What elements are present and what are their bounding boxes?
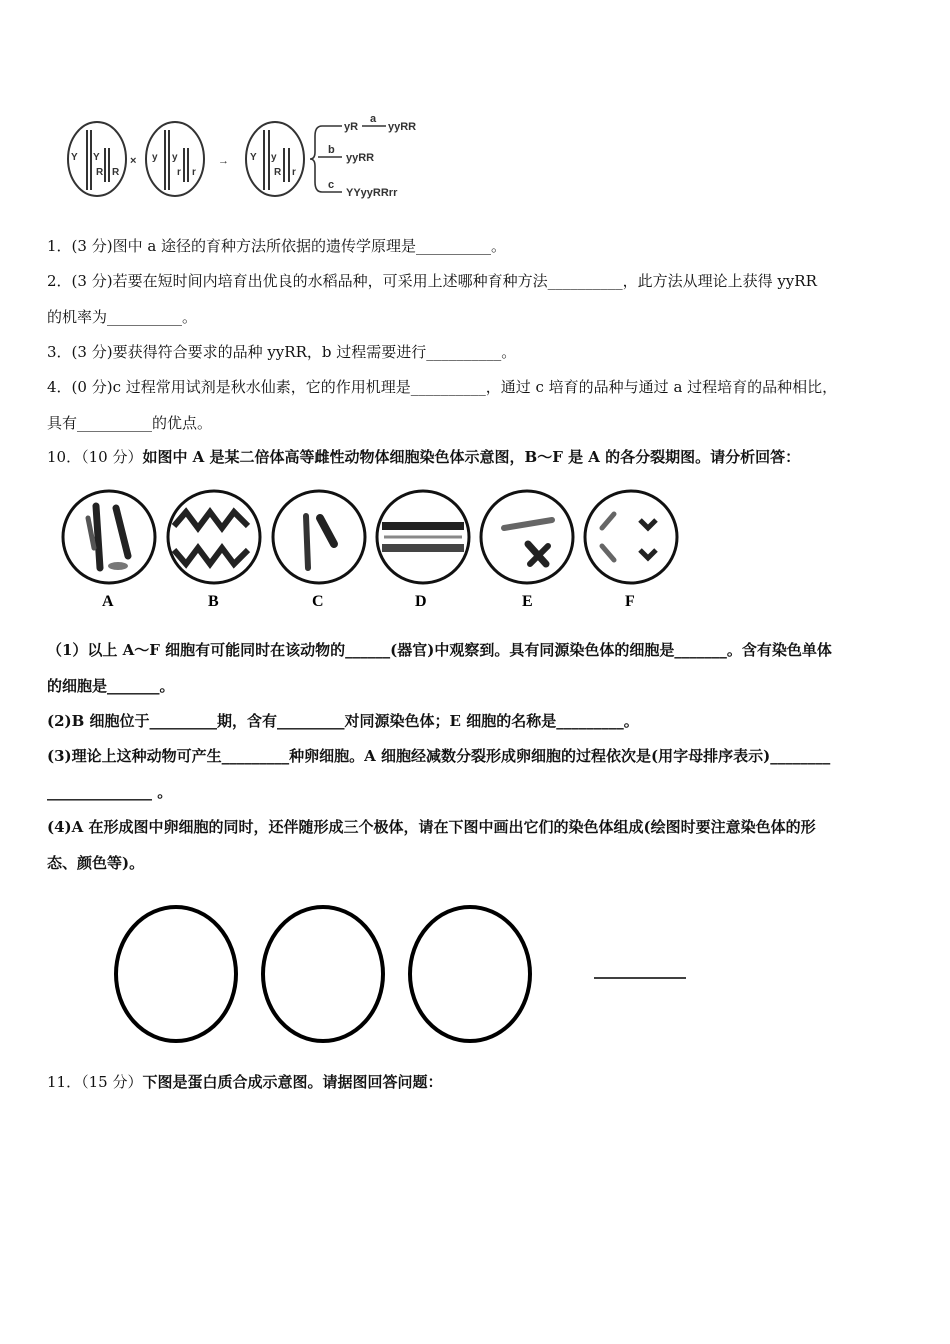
q10-stem: 10．（10 分）如图中 A 是某二倍体高等雌性动物体细胞染色体示意图，B～F 是 A 的各分裂期图。请分析回答：: [47, 448, 801, 466]
svg-text:YYyyRRrr: YYyyRRrr: [346, 187, 398, 199]
drawing-circle-2[interactable]: [263, 907, 383, 1041]
cell-a: [63, 491, 155, 583]
svg-text:y: y: [271, 152, 277, 163]
svg-text:yyRR: yyRR: [346, 152, 375, 164]
svg-text:R: R: [96, 167, 104, 178]
q10-part-3-cont: ______________ 。: [47, 783, 173, 801]
q10-part-4: (4)A 在形成图中卵细胞的同时，还伴随形成三个极体，请在下图中画出它们的染色体组成(绘图时要注意染色体的形: [47, 818, 816, 836]
q9-item-2-cont: 的机率为__________。: [47, 308, 198, 326]
svg-text:c: c: [328, 179, 335, 191]
svg-text:Y: Y: [71, 152, 78, 163]
q10-part-1-cont: 的细胞是_______。: [47, 677, 175, 695]
svg-text:F: F: [625, 593, 635, 610]
drawing-circle-1[interactable]: [116, 907, 236, 1041]
svg-text:R: R: [112, 167, 120, 178]
svg-text:×: ×: [130, 155, 137, 167]
cell-e: [481, 491, 573, 583]
svg-text:y: y: [172, 152, 178, 163]
q9-item-3: 3．(3 分)要获得符合要求的品种 yyRR，b 过程需要进行__________。: [47, 343, 517, 361]
q11-stem: 11．（15 分）下图是蛋白质合成示意图。请据图回答问题：: [47, 1073, 443, 1091]
svg-text:r: r: [192, 167, 196, 178]
svg-text:B: B: [208, 593, 219, 610]
svg-text:D: D: [415, 593, 427, 610]
svg-text:b: b: [328, 144, 335, 156]
svg-text:→: →: [218, 155, 229, 167]
svg-text:E: E: [522, 593, 533, 610]
svg-text:Y: Y: [93, 152, 100, 163]
svg-text:A: A: [102, 593, 114, 610]
svg-text:r: r: [177, 167, 181, 178]
svg-text:yyRR: yyRR: [388, 121, 417, 133]
q10-part-3: (3)理论上这种动物可产生_________种卵细胞。A 细胞经减数分裂形成卵细胞的过程依次是(用字母排序表示)________: [47, 747, 831, 765]
breeding-diagram: [60, 112, 430, 204]
svg-text:R: R: [274, 167, 282, 178]
svg-text:a: a: [370, 113, 377, 125]
svg-text:y: y: [152, 152, 158, 163]
cell-c: [273, 491, 365, 583]
svg-text:C: C: [312, 593, 324, 610]
svg-text:yR: yR: [344, 121, 359, 133]
q9-item-2: 2．(3 分)若要在短时间内培育出优良的水稻品种，可采用上述哪种育种方法__________，此方法从理论上获得 yyRR: [47, 272, 817, 290]
svg-text:Y: Y: [250, 152, 257, 163]
q9-item-4-cont: 具有__________的优点。: [47, 414, 213, 432]
q9-item-1: 1．(3 分)图中 a 途径的育种方法所依据的遗传学原理是__________。: [47, 237, 507, 255]
cell-b: [168, 491, 260, 583]
cell-f: [585, 491, 677, 583]
polar-body-drawing-area: [108, 900, 698, 1050]
drawing-circle-3[interactable]: [410, 907, 530, 1041]
q9-item-4: 4．(0 分)c 过程常用试剂是秋水仙素，它的作用机理是__________，通过 c 培育的品种与通过 a 过程培育的品种相比，: [47, 378, 838, 396]
svg-text:r: r: [292, 167, 296, 178]
q10-part-2: (2)B 细胞位于_________期，含有_________对同源染色体；E 细胞的名称是_________。: [47, 712, 639, 730]
cell-division-figure: [58, 488, 688, 614]
q10-part-1: （1）以上 A～F 细胞有可能同时在该动物的______(器官)中观察到。具有同源染色体的细胞是_______。含有染色单体: [47, 641, 832, 659]
q10-part-4-cont: 态、颜色等)。: [47, 854, 145, 872]
